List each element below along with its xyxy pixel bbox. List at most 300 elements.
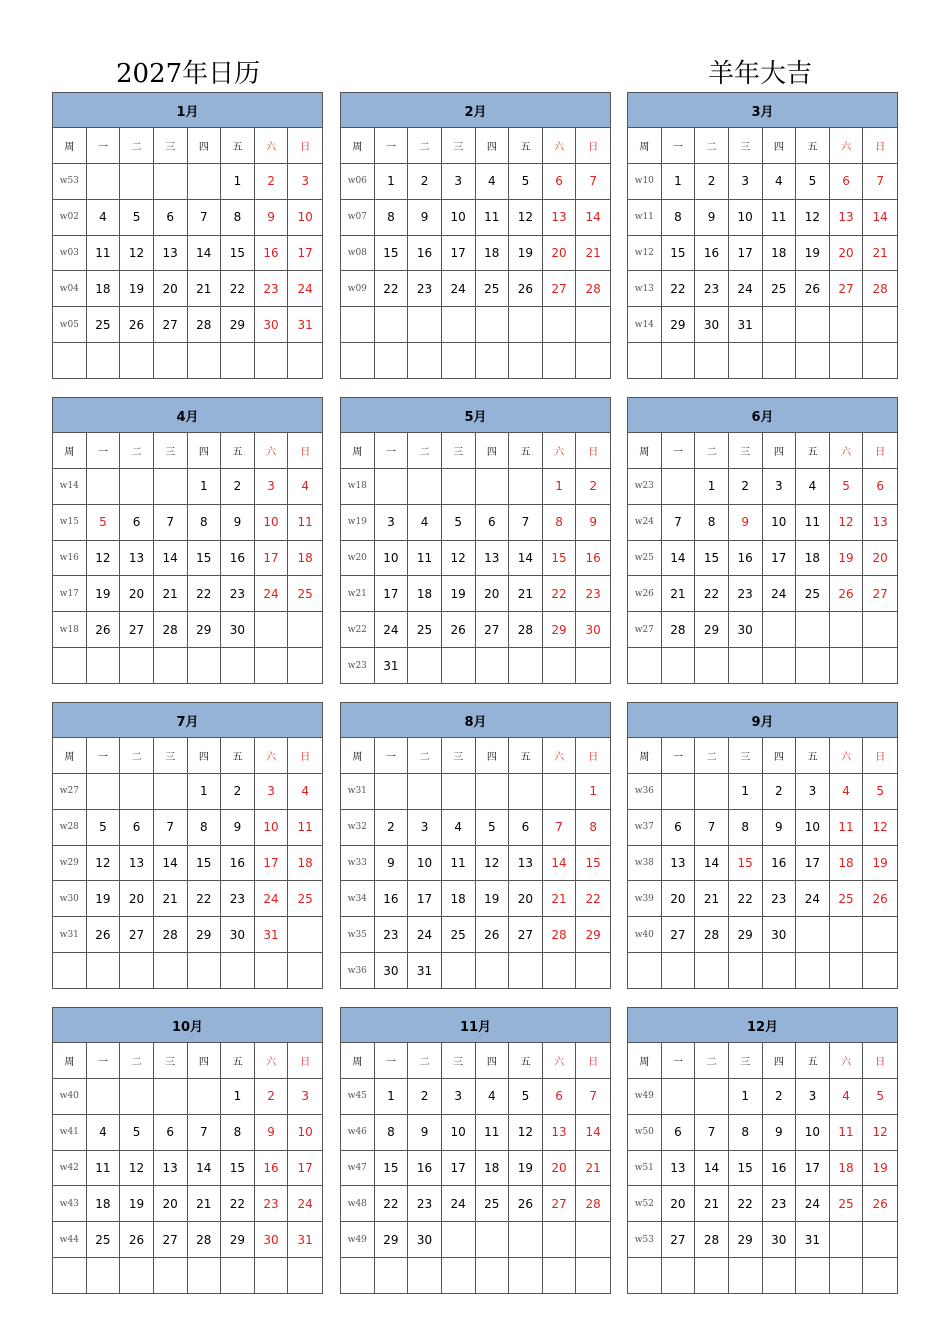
day-cell: 12 (476, 846, 510, 882)
day-cell: 14 (576, 200, 610, 236)
day-cell: 23 (408, 1186, 442, 1222)
day-cell: 18 (763, 236, 797, 272)
day-cell (255, 648, 289, 684)
day-cell: 29 (188, 917, 222, 953)
day-cell: 20 (154, 1186, 188, 1222)
day-cell: 5 (442, 505, 476, 541)
day-cell: 9 (729, 505, 763, 541)
day-cell: 13 (863, 505, 897, 541)
day-cell: 23 (255, 271, 289, 307)
day-cell: 8 (695, 505, 729, 541)
day-cell: 22 (188, 881, 222, 917)
weekday-header: 三 (154, 433, 188, 469)
day-cell: 25 (763, 271, 797, 307)
day-cell: 27 (154, 307, 188, 343)
day-cell: 16 (408, 1151, 442, 1187)
week-number: w12 (628, 236, 662, 272)
day-cell: 30 (408, 1222, 442, 1258)
weekday-header: 三 (442, 738, 476, 774)
day-cell: 4 (288, 469, 322, 505)
day-cell: 4 (87, 1115, 121, 1151)
month-grid (628, 1043, 897, 1294)
day-cell: 16 (221, 541, 255, 577)
weekday-header: 日 (863, 1043, 897, 1079)
day-cell: 4 (476, 1079, 510, 1115)
day-cell: 2 (255, 164, 289, 200)
day-cell: 6 (662, 1115, 696, 1151)
day-cell: 19 (120, 271, 154, 307)
day-cell (375, 343, 409, 379)
week-number: w13 (628, 271, 662, 307)
week-number: w30 (53, 881, 87, 917)
day-cell: 24 (288, 271, 322, 307)
week-column-header: 周 (628, 433, 662, 469)
day-cell (543, 774, 577, 810)
month-grid (53, 738, 322, 989)
day-cell: 16 (695, 236, 729, 272)
day-cell (408, 1258, 442, 1294)
day-cell (830, 343, 864, 379)
weekday-header: 四 (476, 1043, 510, 1079)
week-number (53, 953, 87, 989)
day-cell: 7 (695, 810, 729, 846)
weekday-header: 二 (408, 433, 442, 469)
day-cell (509, 774, 543, 810)
day-cell (120, 648, 154, 684)
day-cell: 25 (476, 1186, 510, 1222)
day-cell: 4 (476, 164, 510, 200)
day-cell: 5 (830, 469, 864, 505)
day-cell (729, 343, 763, 379)
weekday-header: 五 (509, 1043, 543, 1079)
day-cell (830, 648, 864, 684)
day-cell: 2 (763, 1079, 797, 1115)
day-cell: 30 (255, 1222, 289, 1258)
week-number: w23 (341, 648, 375, 684)
day-cell: 1 (188, 469, 222, 505)
month-title: 7月 (53, 703, 322, 738)
day-cell: 17 (375, 576, 409, 612)
day-cell: 13 (476, 541, 510, 577)
day-cell: 30 (221, 917, 255, 953)
day-cell: 4 (408, 505, 442, 541)
day-cell: 9 (763, 1115, 797, 1151)
day-cell: 26 (830, 576, 864, 612)
day-cell (476, 953, 510, 989)
day-cell (288, 1258, 322, 1294)
day-cell (576, 1258, 610, 1294)
day-cell (830, 1222, 864, 1258)
day-cell: 24 (408, 917, 442, 953)
weekday-header: 日 (288, 433, 322, 469)
weekday-header: 四 (476, 433, 510, 469)
day-cell: 2 (255, 1079, 289, 1115)
day-cell: 5 (120, 1115, 154, 1151)
weekday-header: 一 (87, 1043, 121, 1079)
day-cell (763, 612, 797, 648)
day-cell (863, 1222, 897, 1258)
day-cell: 10 (729, 200, 763, 236)
week-number: w31 (53, 917, 87, 953)
week-number: w20 (341, 541, 375, 577)
day-cell (442, 953, 476, 989)
day-cell: 25 (442, 917, 476, 953)
day-cell: 7 (154, 810, 188, 846)
weekday-header: 六 (543, 1043, 577, 1079)
day-cell (830, 1258, 864, 1294)
month-title: 2月 (341, 93, 610, 128)
day-cell: 25 (796, 576, 830, 612)
day-cell: 1 (543, 469, 577, 505)
day-cell: 3 (442, 1079, 476, 1115)
day-cell: 31 (408, 953, 442, 989)
day-cell: 22 (662, 271, 696, 307)
day-cell: 24 (729, 271, 763, 307)
day-cell: 9 (408, 1115, 442, 1151)
day-cell: 29 (375, 1222, 409, 1258)
week-number: w53 (53, 164, 87, 200)
day-cell: 21 (695, 881, 729, 917)
day-cell (476, 307, 510, 343)
day-cell (188, 953, 222, 989)
day-cell: 24 (796, 881, 830, 917)
day-cell: 1 (221, 1079, 255, 1115)
weekday-header: 六 (255, 1043, 289, 1079)
day-cell: 8 (576, 810, 610, 846)
day-cell: 12 (796, 200, 830, 236)
week-number: w19 (341, 505, 375, 541)
day-cell (509, 1258, 543, 1294)
day-cell (509, 343, 543, 379)
day-cell: 10 (255, 505, 289, 541)
day-cell: 25 (830, 881, 864, 917)
day-cell: 3 (763, 469, 797, 505)
day-cell: 23 (375, 917, 409, 953)
day-cell (375, 1258, 409, 1294)
week-column-header: 周 (53, 738, 87, 774)
day-cell: 9 (221, 505, 255, 541)
day-cell (796, 953, 830, 989)
day-cell (543, 307, 577, 343)
day-cell (87, 953, 121, 989)
day-cell: 21 (154, 576, 188, 612)
day-cell (120, 1079, 154, 1115)
week-column-header: 周 (628, 128, 662, 164)
day-cell (509, 953, 543, 989)
week-number: w48 (341, 1186, 375, 1222)
day-cell: 13 (509, 846, 543, 882)
day-cell (729, 1258, 763, 1294)
week-number: w04 (53, 271, 87, 307)
day-cell (375, 307, 409, 343)
day-cell (120, 774, 154, 810)
weekday-header: 日 (863, 433, 897, 469)
day-cell: 23 (576, 576, 610, 612)
day-cell (476, 648, 510, 684)
weekday-header: 五 (509, 128, 543, 164)
weekday-header: 六 (830, 738, 864, 774)
day-cell: 18 (288, 541, 322, 577)
day-cell: 27 (863, 576, 897, 612)
day-cell: 29 (576, 917, 610, 953)
weekday-header: 三 (154, 1043, 188, 1079)
day-cell: 17 (442, 236, 476, 272)
day-cell: 28 (543, 917, 577, 953)
day-cell (221, 1258, 255, 1294)
weekday-header: 六 (255, 128, 289, 164)
day-cell (830, 917, 864, 953)
day-cell: 1 (576, 774, 610, 810)
day-cell: 14 (695, 846, 729, 882)
weekday-header: 四 (763, 128, 797, 164)
week-number: w29 (53, 846, 87, 882)
day-cell: 22 (543, 576, 577, 612)
weekday-header: 四 (763, 1043, 797, 1079)
day-cell (87, 648, 121, 684)
day-cell: 21 (154, 881, 188, 917)
day-cell: 22 (221, 1186, 255, 1222)
day-cell: 25 (476, 271, 510, 307)
day-cell: 28 (188, 307, 222, 343)
day-cell: 11 (476, 1115, 510, 1151)
week-column-header: 周 (341, 128, 375, 164)
day-cell (120, 164, 154, 200)
weekday-header: 五 (509, 738, 543, 774)
day-cell (255, 953, 289, 989)
day-cell: 1 (662, 164, 696, 200)
day-cell: 30 (576, 612, 610, 648)
week-number: w03 (53, 236, 87, 272)
day-cell (662, 1258, 696, 1294)
day-cell (120, 343, 154, 379)
day-cell (476, 469, 510, 505)
day-cell (662, 469, 696, 505)
weekday-header: 四 (476, 738, 510, 774)
day-cell: 19 (863, 1151, 897, 1187)
day-cell: 18 (288, 846, 322, 882)
week-column-header: 周 (628, 1043, 662, 1079)
day-cell: 30 (221, 612, 255, 648)
day-cell: 6 (543, 164, 577, 200)
day-cell (763, 953, 797, 989)
day-cell: 24 (255, 576, 289, 612)
day-cell: 3 (288, 1079, 322, 1115)
day-cell: 29 (188, 612, 222, 648)
day-cell: 18 (830, 1151, 864, 1187)
day-cell: 20 (476, 576, 510, 612)
week-number: w36 (628, 774, 662, 810)
month-grid (628, 738, 897, 989)
day-cell: 20 (543, 236, 577, 272)
day-cell: 2 (763, 774, 797, 810)
day-cell: 2 (695, 164, 729, 200)
day-cell: 15 (729, 846, 763, 882)
month-grid (628, 433, 897, 684)
week-number (341, 307, 375, 343)
weekday-header: 日 (288, 1043, 322, 1079)
weekday-header: 三 (154, 128, 188, 164)
day-cell: 27 (830, 271, 864, 307)
day-cell: 1 (729, 774, 763, 810)
weekday-header: 五 (796, 128, 830, 164)
day-cell: 15 (695, 541, 729, 577)
day-cell (408, 774, 442, 810)
day-cell: 22 (375, 271, 409, 307)
day-cell: 9 (408, 200, 442, 236)
day-cell: 5 (863, 774, 897, 810)
weekday-header: 五 (221, 738, 255, 774)
day-cell: 17 (796, 1151, 830, 1187)
weekday-header: 六 (830, 1043, 864, 1079)
day-cell: 7 (509, 505, 543, 541)
month-block (340, 1007, 611, 1294)
weekday-header: 二 (695, 738, 729, 774)
month-title: 11月 (341, 1008, 610, 1043)
day-cell: 21 (576, 236, 610, 272)
day-cell: 10 (763, 505, 797, 541)
week-column-header: 周 (341, 433, 375, 469)
day-cell: 11 (830, 810, 864, 846)
month-block (52, 92, 323, 379)
day-cell: 7 (662, 505, 696, 541)
week-number: w08 (341, 236, 375, 272)
weekday-header: 三 (729, 1043, 763, 1079)
day-cell: 20 (120, 881, 154, 917)
month-grid (341, 433, 610, 684)
day-cell: 26 (509, 271, 543, 307)
day-cell: 19 (509, 236, 543, 272)
week-number: w40 (53, 1079, 87, 1115)
day-cell (576, 1222, 610, 1258)
day-cell (543, 343, 577, 379)
day-cell (87, 164, 121, 200)
day-cell (87, 469, 121, 505)
day-cell: 11 (288, 810, 322, 846)
day-cell (408, 648, 442, 684)
day-cell: 2 (408, 164, 442, 200)
weekday-header: 日 (576, 128, 610, 164)
weekday-header: 二 (408, 738, 442, 774)
month-block (340, 702, 611, 989)
week-number: w43 (53, 1186, 87, 1222)
day-cell (543, 953, 577, 989)
weekday-header: 四 (476, 128, 510, 164)
day-cell: 29 (662, 307, 696, 343)
day-cell: 19 (863, 846, 897, 882)
day-cell: 5 (120, 200, 154, 236)
week-number: w41 (53, 1115, 87, 1151)
weekday-header: 日 (863, 738, 897, 774)
day-cell: 28 (154, 612, 188, 648)
day-cell (120, 953, 154, 989)
day-cell: 17 (255, 846, 289, 882)
day-cell (830, 612, 864, 648)
day-cell (87, 343, 121, 379)
weekday-header: 日 (576, 738, 610, 774)
day-cell (695, 774, 729, 810)
day-cell: 28 (662, 612, 696, 648)
day-cell: 7 (188, 200, 222, 236)
day-cell: 28 (695, 917, 729, 953)
day-cell: 19 (796, 236, 830, 272)
day-cell (576, 953, 610, 989)
day-cell: 27 (509, 917, 543, 953)
weekday-header: 四 (188, 128, 222, 164)
day-cell (154, 1079, 188, 1115)
day-cell: 10 (375, 541, 409, 577)
day-cell (221, 343, 255, 379)
day-cell: 24 (442, 1186, 476, 1222)
weekday-header: 一 (375, 128, 409, 164)
day-cell: 8 (375, 200, 409, 236)
day-cell: 10 (288, 200, 322, 236)
day-cell: 31 (796, 1222, 830, 1258)
day-cell: 11 (87, 1151, 121, 1187)
day-cell: 4 (288, 774, 322, 810)
week-number: w27 (53, 774, 87, 810)
weekday-header: 二 (120, 433, 154, 469)
day-cell: 6 (863, 469, 897, 505)
week-number (628, 343, 662, 379)
day-cell (576, 648, 610, 684)
week-number (628, 648, 662, 684)
day-cell: 21 (863, 236, 897, 272)
month-grid (53, 128, 322, 379)
day-cell: 26 (796, 271, 830, 307)
day-cell: 2 (576, 469, 610, 505)
day-cell (763, 1258, 797, 1294)
day-cell: 21 (695, 1186, 729, 1222)
day-cell: 11 (476, 200, 510, 236)
day-cell: 11 (408, 541, 442, 577)
day-cell: 13 (662, 846, 696, 882)
day-cell: 18 (408, 576, 442, 612)
week-number: w31 (341, 774, 375, 810)
day-cell: 31 (729, 307, 763, 343)
week-number: w32 (341, 810, 375, 846)
month-block (52, 1007, 323, 1294)
week-number: w27 (628, 612, 662, 648)
day-cell: 13 (154, 1151, 188, 1187)
day-cell (543, 648, 577, 684)
day-cell: 26 (863, 1186, 897, 1222)
week-number: w33 (341, 846, 375, 882)
week-number: w11 (628, 200, 662, 236)
week-number (628, 1258, 662, 1294)
day-cell: 22 (375, 1186, 409, 1222)
day-cell: 20 (662, 1186, 696, 1222)
day-cell: 9 (221, 810, 255, 846)
day-cell: 3 (288, 164, 322, 200)
week-number: w44 (53, 1222, 87, 1258)
day-cell: 14 (509, 541, 543, 577)
month-grid (628, 128, 897, 379)
day-cell: 9 (695, 200, 729, 236)
day-cell (408, 307, 442, 343)
day-cell: 24 (442, 271, 476, 307)
day-cell: 15 (221, 1151, 255, 1187)
day-cell: 27 (120, 917, 154, 953)
day-cell: 1 (375, 1079, 409, 1115)
weekday-header: 五 (221, 433, 255, 469)
week-number (53, 648, 87, 684)
week-number: w16 (53, 541, 87, 577)
day-cell: 22 (729, 1186, 763, 1222)
day-cell (442, 343, 476, 379)
week-number: w49 (628, 1079, 662, 1115)
day-cell (662, 343, 696, 379)
day-cell (695, 1258, 729, 1294)
